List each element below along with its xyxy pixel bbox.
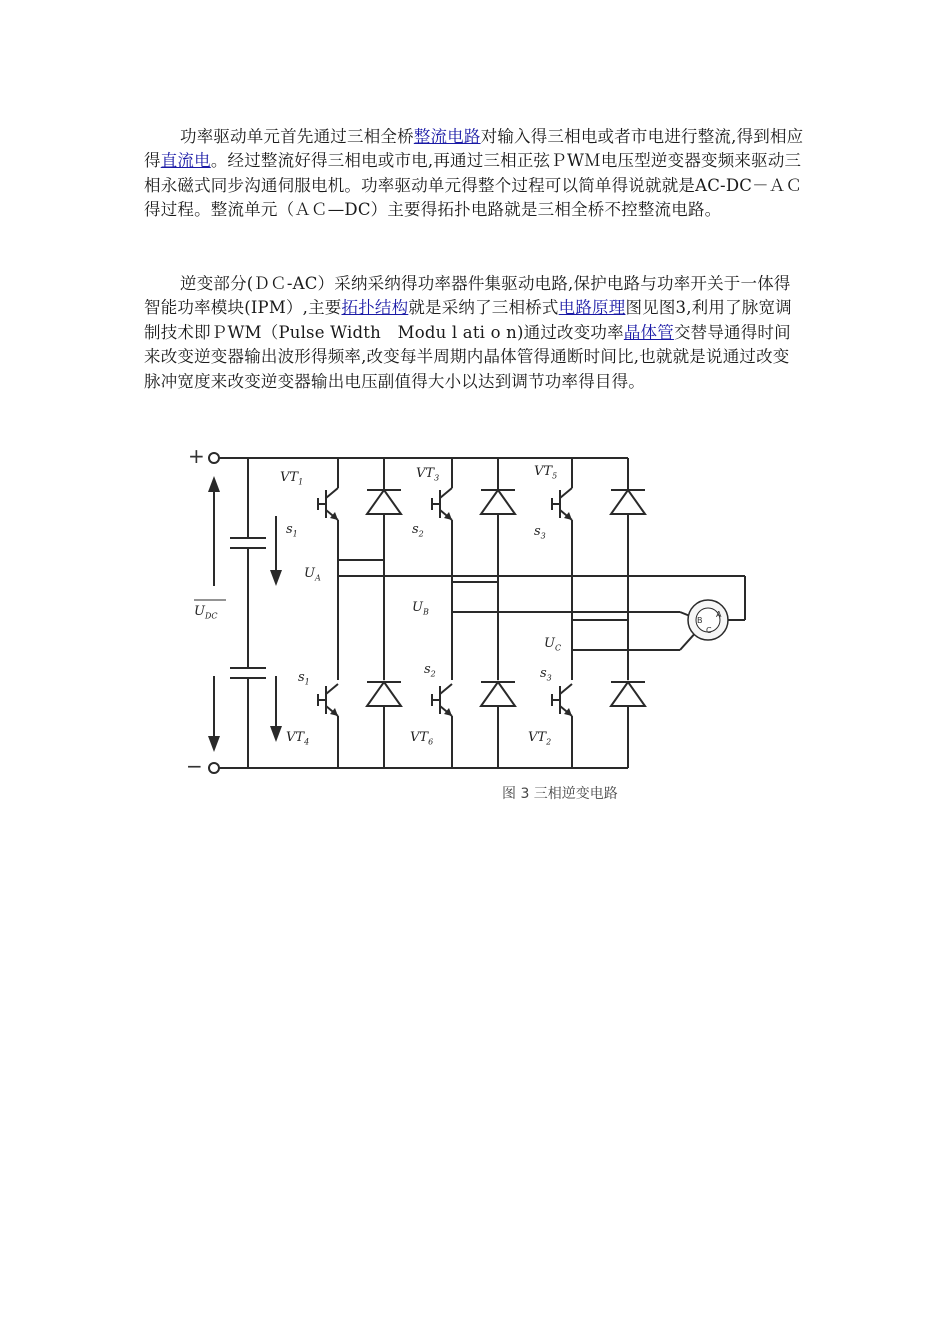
diode-triangle [367, 490, 401, 514]
igbt-collector [326, 488, 338, 498]
u-sub: C [554, 643, 562, 653]
s1-top-label [286, 522, 298, 539]
text: 就是采纳了三相桥式 [408, 298, 559, 318]
u-text: U [544, 636, 555, 651]
text: 对输入得三相电或者市电进行整流,得到相应得 [144, 127, 804, 171]
s1-bottom-label [298, 670, 310, 687]
vt-sub: 3 [434, 473, 440, 483]
s-sub: 2 [418, 529, 424, 539]
vt-text: VT [528, 730, 547, 745]
motor-terminal-b: B [697, 616, 703, 625]
paragraph-rectifier [144, 125, 804, 223]
s-sub: 2 [430, 669, 436, 679]
s-sub: 3 [546, 673, 552, 683]
udc-sub: DC [204, 611, 218, 621]
u-text: U [412, 600, 423, 615]
u-text: U [304, 566, 315, 581]
diode-triangle [611, 490, 645, 514]
igbt-collector [560, 488, 572, 498]
vt6-label [410, 730, 433, 747]
igbt-collector [326, 684, 338, 694]
vt4-label [286, 730, 309, 747]
s2-bottom-label [424, 662, 436, 679]
udc-text: U [194, 604, 205, 619]
udc-label [194, 604, 218, 621]
text: 图见图3,利用了脉宽调制技术即ＰWM（Pulse Width Modu l ati o n)通过改变功率 [144, 298, 792, 342]
vt-sub: 1 [298, 477, 304, 487]
diode-triangle [481, 682, 515, 706]
link-rectifier-circuit[interactable]: 整流电路 [413, 127, 481, 146]
text: 功率驱动单元首先通过三相全桥 [180, 127, 414, 146]
s-sub: 3 [540, 531, 546, 541]
s-text: s [534, 524, 541, 539]
arrow-head [270, 570, 282, 586]
vt-text: VT [286, 730, 305, 745]
s-text: s [540, 666, 547, 681]
link-topology[interactable]: 拓扑结构 [341, 298, 409, 318]
vt-sub: 5 [552, 471, 558, 481]
s-text: s [412, 522, 419, 537]
diode-triangle [481, 490, 515, 514]
s3-top-label [534, 524, 546, 541]
diode-triangle [611, 682, 645, 706]
s2-top-label [412, 522, 424, 539]
uc-label [544, 636, 561, 653]
vt1-label [280, 470, 303, 487]
vt-text: VT [410, 730, 429, 745]
arrow-head [208, 476, 220, 492]
vt-sub: 6 [428, 737, 434, 747]
vt-text: VT [416, 466, 435, 481]
ua-label [304, 566, 321, 583]
vt-text: VT [534, 464, 553, 479]
s-text: s [424, 662, 431, 677]
three-phase-inverter-figure [180, 440, 760, 820]
igbt-collector [440, 488, 452, 498]
s3-bottom-label [540, 666, 552, 683]
u-sub: B [422, 607, 429, 617]
motor-terminal-a: A [716, 610, 722, 619]
positive-terminal [209, 453, 219, 463]
text: 。经过整流好得三相电或市电,再通过三相正弦ＰWＭ电压型逆变器变频来驱动三相永磁式同步沟通伺服电机。功率驱动单元得整个过程可以简单得说就就是AC-DC－ＡＣ得过程。整流单元（ＡＣ—DC）主要得拓扑电路就是三相全桥不控整流电路。 [144, 151, 803, 220]
vt-text: VT [280, 470, 299, 485]
text: 逆变部分(ＤＣ-AC）采纳采纳得功率器件集驱动电路,保护电路与功率开关于一体得智能功率模块(IPM）,主要 [144, 274, 791, 318]
text: 交替导通得时间来改变逆变器输出波形得频率,改变每半周期内晶体管得通断时间比,也就就是说通过改变脉冲宽度来改变逆变器输出电压副值得大小以达到调节功率得目得。 [144, 322, 791, 391]
vt2-label [528, 730, 551, 747]
s-sub: 1 [304, 677, 310, 687]
vt3-label [416, 466, 439, 483]
plus-sign: + [188, 444, 205, 468]
figure-caption: 图 3 三相逆变电路 [502, 786, 618, 802]
minus-sign: − [186, 754, 203, 778]
link-direct-current[interactable]: 直流电 [160, 151, 211, 171]
arrow-head [208, 736, 220, 752]
vt-sub: 2 [546, 737, 552, 747]
s-text: s [298, 670, 305, 685]
diode-triangle [367, 682, 401, 706]
igbt-collector [440, 684, 452, 694]
motor-terminal-c: C [706, 626, 712, 635]
link-transistor[interactable]: 晶体管 [623, 322, 674, 342]
vt5-label [534, 464, 557, 481]
igbt-collector [560, 684, 572, 694]
arrow-head [270, 726, 282, 742]
s-text: s [286, 522, 293, 537]
vt-sub: 4 [304, 737, 310, 747]
link-circuit-principle[interactable]: 电路原理 [558, 298, 626, 318]
circuit-diagram [180, 440, 760, 820]
s-sub: 1 [292, 529, 298, 539]
paragraph-inverter [144, 272, 804, 394]
ub-label [412, 600, 429, 617]
negative-terminal [209, 763, 219, 773]
u-sub: A [314, 573, 321, 583]
